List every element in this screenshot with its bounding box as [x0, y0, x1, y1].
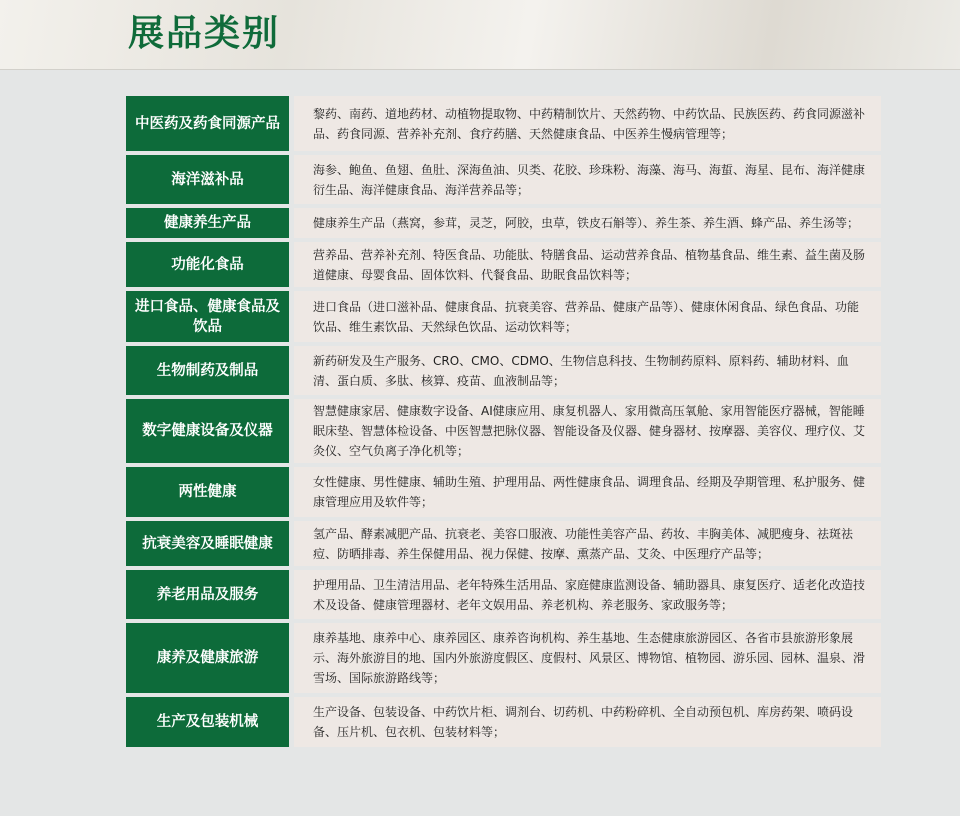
category-items: 氢产品、酵素减肥产品、抗衰老、美容口服液、功能性美容产品、药妆、丰胸美体、减肥瘦身、祛斑祛痘、防晒排毒、养生保健用品、视力保健、按摩、熏蒸产品、艾灸、中医理疗产品等；: [294, 521, 881, 566]
category-label: 海洋滋补品: [126, 155, 289, 204]
table-row: [126, 242, 881, 287]
category-items: 智慧健康家居、健康数字设备、AI健康应用、康复机器人、家用微高压氧舱、家用智能医疗器械，智能睡眠床垫、智慧体检设备、中医智慧把脉仪器、智能设备及仪器、健身器材、按摩器、美容仪、理疗仪、艾灸仪、空气负离子净化机等；: [294, 399, 881, 463]
table-row: [126, 697, 881, 747]
category-items: 黎药、南药、道地药材、动植物提取物、中药精制饮片、天然药物、中药饮品、民族医药、药食同源滋补品、药食同源、营养补充剂、食疗药膳、天然健康食品、中医养生慢病管理等；: [294, 96, 881, 151]
page-title: 展品类别: [128, 13, 281, 54]
table-row: [126, 623, 881, 693]
table-row: [126, 570, 881, 619]
table-row: [126, 467, 881, 517]
category-items: 海参、鲍鱼、鱼翅、鱼肚、深海鱼油、贝类、花胶、珍珠粉、海藻、海马、海蜇、海星、昆布、海洋健康衍生品、海洋健康食品、海洋营养品等；: [294, 155, 881, 204]
category-label: 康养及健康旅游: [126, 623, 289, 693]
table-row: [126, 291, 881, 342]
category-label: 生物制药及制品: [126, 346, 289, 395]
category-items: 康养基地、康养中心、康养园区、康养咨询机构、养生基地、生态健康旅游园区、各省市县旅游形象展示、海外旅游目的地、国内外旅游度假区、度假村、风景区、博物馆、植物园、游乐园、园林、温泉、滑雪场、国际旅游路线等；: [294, 623, 881, 693]
category-label: 生产及包装机械: [126, 697, 289, 747]
category-label: 两性健康: [126, 467, 289, 517]
table-row: [126, 208, 881, 238]
category-label: 健康养生产品: [126, 208, 289, 238]
category-items: 进口食品（进口滋补品、健康食品、抗衰美容、营养品、健康产品等）、健康休闲食品、绿色食品、功能饮品、维生素饮品、天然绿色饮品、运动饮料等；: [294, 291, 881, 342]
category-label: 进口食品、健康食品及饮品: [126, 291, 289, 342]
category-label: 功能化食品: [126, 242, 289, 287]
header-banner: [0, 0, 960, 70]
category-items: 护理用品、卫生清洁用品、老年特殊生活用品、家庭健康监测设备、辅助器具、康复医疗、适老化改造技术及设备、健康管理器材、老年文娱用品、养老机构、养老服务、家政服务等；: [294, 570, 881, 619]
category-items: 营养品、营养补充剂、特医食品、功能肽、特膳食品、运动营养食品、植物基食品、维生素、益生菌及肠道健康、母婴食品、固体饮料、代餐食品、助眠食品饮料等；: [294, 242, 881, 287]
category-items: 新药研发及生产服务、CRO、CMO、CDMO、生物信息科技、生物制药原料、原料药、辅助材料、血清、蛋白质、多肽、核算、疫苗、血液制品等；: [294, 346, 881, 395]
category-label: 养老用品及服务: [126, 570, 289, 619]
table-row: [126, 346, 881, 395]
table-row: [126, 521, 881, 566]
category-label: 抗衰美容及睡眠健康: [126, 521, 289, 566]
category-items: 生产设备、包装设备、中药饮片柜、调剂台、切药机、中药粉碎机、全自动预包机、库房药架、喷码设备、压片机、包衣机、包装材料等；: [294, 697, 881, 747]
table-row: [126, 96, 881, 151]
exhibit-category-table: [126, 96, 881, 751]
table-row: [126, 399, 881, 463]
category-label: 中医药及药食同源产品: [126, 96, 289, 151]
table-row: [126, 155, 881, 204]
category-items: 健康养生产品（燕窝，参茸，灵芝，阿胶，虫草，铁皮石斛等）、养生茶、养生酒、蜂产品、养生汤等；: [294, 208, 881, 238]
category-label: 数字健康设备及仪器: [126, 399, 289, 463]
category-items: 女性健康、男性健康、辅助生殖、护理用品、两性健康食品、调理食品、经期及孕期管理、私护服务、健康管理应用及软件等；: [294, 467, 881, 517]
